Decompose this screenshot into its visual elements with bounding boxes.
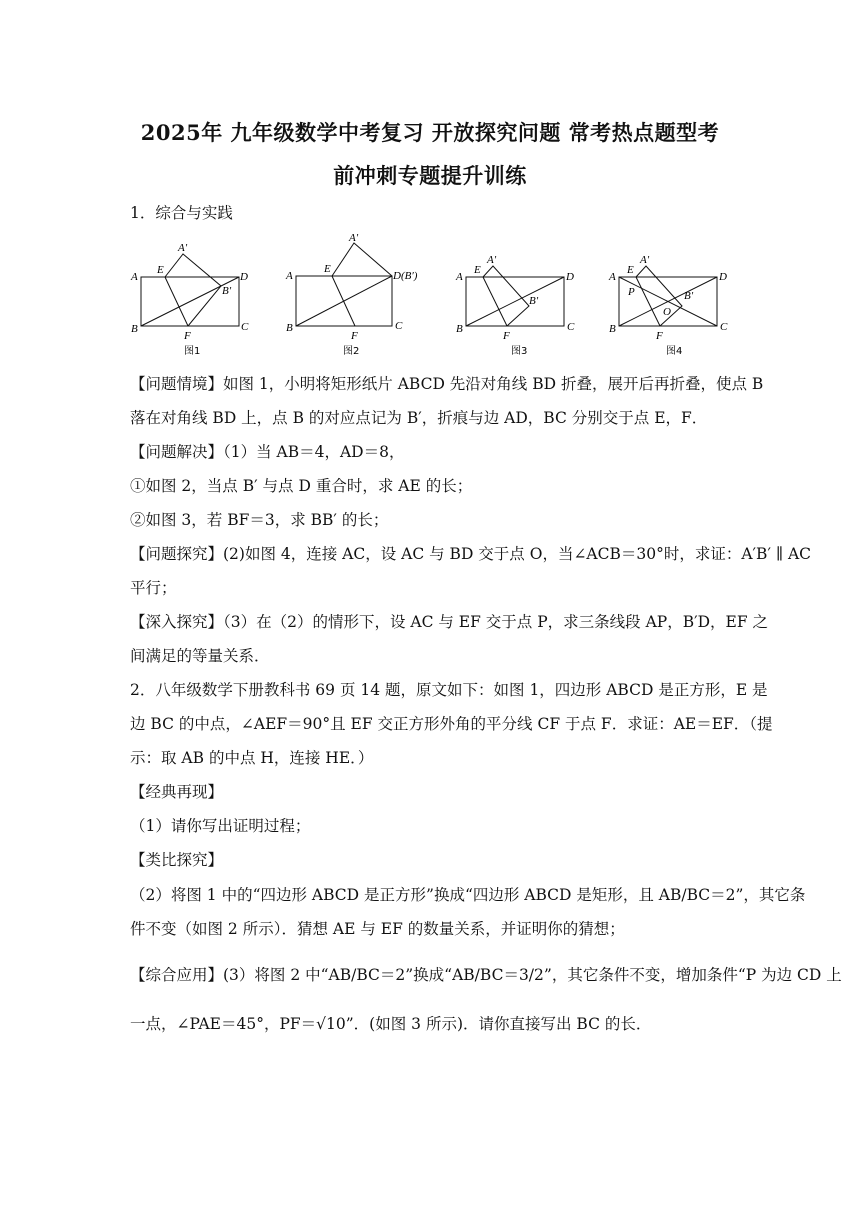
fig1-label-a: A bbox=[131, 271, 138, 283]
q1-situation-line1: 【问题情境】如图 1，小明将矩形纸片 ABCD 先沿对角线 BD 折叠，展开后再折叠，使点 B bbox=[130, 375, 764, 393]
q1-solve-intro: 【问题解决】（1）当 AB＝4，AD＝8， bbox=[130, 443, 405, 461]
q2-sub3-line1: 【综合应用】(3）将图 2 中“AB/BC＝2”换成“AB/BC＝3/2”，其它条件不变，增加条件“P 为边 CD 上 bbox=[130, 966, 842, 984]
fig3-label-a-prime: A′ bbox=[487, 254, 497, 266]
q2-sub2-line1: （2）将图 1 中的“四边形 ABCD 是正方形”换成“四边形 ABCD 是矩形，且 AB/BC＝2”，其它条 bbox=[130, 886, 806, 904]
fig4-label-b-prime: B′ bbox=[684, 290, 694, 302]
fig2-label-a-prime: A′ bbox=[349, 232, 359, 244]
q2-intro-line1: 2．八年级数学下册教科书 69 页 14 题，原文如下：如图 1，四边形 ABCD 是正方形，E 是 bbox=[130, 681, 768, 699]
q1-deep-line1: 【深入探究】（3）在（2）的情形下，设 AC 与 EF 交于点 P，求三条线段 AP，B′D，EF 之 bbox=[130, 613, 769, 631]
q1-explore-line2: 平行； bbox=[130, 579, 177, 597]
q2-sub3-line2: 一点，∠PAE＝45°，PF＝√10”．(如图 3 所示)．请你直接写出 BC 的长． bbox=[130, 1015, 652, 1033]
fig4-label-o: O bbox=[663, 306, 671, 318]
fig3-label-c: C bbox=[567, 321, 575, 333]
q2-sub1: （1）请你写出证明过程； bbox=[130, 817, 311, 835]
page-title: 2025年 九年级数学中考复习 开放探究问题 常考热点题型考 bbox=[140, 120, 720, 145]
fig3-label-a: A bbox=[456, 271, 463, 283]
fig2-caption: 图2 bbox=[343, 346, 360, 357]
fig1-label-f: F bbox=[184, 330, 191, 342]
fig3-label-f: F bbox=[503, 330, 510, 342]
fig3-label-b-prime: B′ bbox=[529, 295, 539, 307]
fig4-caption: 图4 bbox=[666, 346, 683, 357]
fig2-label-f: F bbox=[351, 330, 358, 342]
fig1-label-e: E bbox=[157, 264, 164, 276]
fig1-label-b-prime: B′ bbox=[222, 285, 232, 297]
fig1-label-b: B bbox=[131, 323, 138, 335]
fig2-label-a: A bbox=[286, 270, 293, 282]
q2-sub2-line2: 件不变（如图 2 所示）．猜想 AE 与 EF 的数量关系，并证明你的猜想； bbox=[130, 920, 625, 938]
fig4-label-f: F bbox=[656, 330, 663, 342]
q2-heading-classic: 【经典再现】 bbox=[130, 783, 224, 801]
fig3-label-b: B bbox=[456, 323, 463, 335]
fig2-label-d-b-prime: D(B′) bbox=[393, 270, 418, 282]
fig3-caption: 图3 bbox=[511, 346, 528, 357]
fig2-label-e: E bbox=[324, 263, 331, 275]
fig4-label-p: P bbox=[628, 286, 635, 298]
fig4-label-e: E bbox=[627, 264, 634, 276]
fig3-label-d: D bbox=[566, 271, 574, 283]
q2-intro-line2: 边 BC 的中点，∠AEF＝90°且 EF 交正方形外角的平分线 CF 于点 F．求证：AE＝EF．（提 bbox=[130, 715, 773, 733]
figure-1 bbox=[128, 232, 260, 360]
fig4-label-c: C bbox=[720, 321, 728, 333]
q1-solve-part2: ②如图 3，若 BF＝3，求 BB′ 的长； bbox=[130, 511, 389, 529]
fig1-label-c: C bbox=[241, 321, 249, 333]
q1-heading: 1．综合与实践 bbox=[130, 204, 233, 222]
fig1-label-a-prime: A′ bbox=[178, 242, 188, 254]
figure-4 bbox=[606, 232, 736, 360]
fig1-caption: 图1 bbox=[184, 346, 201, 357]
fig4-label-a-prime: A′ bbox=[640, 254, 650, 266]
figure-2 bbox=[283, 232, 423, 360]
fig1-label-d: D bbox=[240, 271, 248, 283]
fig4-label-b: B bbox=[609, 323, 616, 335]
fig4-label-a: A bbox=[609, 271, 616, 283]
fig2-label-c: C bbox=[395, 320, 403, 332]
q1-deep-line2: 间满足的等量关系． bbox=[130, 647, 270, 665]
q2-intro-line3: 示：取 AB 的中点 H，连接 HE．） bbox=[130, 749, 374, 767]
q1-explore-line1: 【问题探究】(2)如图 4，连接 AC，设 AC 与 BD 交于点 O，当∠ACB＝30°时，求证：A′B′ ∥ AC bbox=[130, 545, 812, 563]
fig2-label-b: B bbox=[286, 322, 293, 334]
q1-solve-part1: ①如图 2，当点 B′ 与点 D 重合时，求 AE 的长； bbox=[130, 477, 473, 495]
figure-3 bbox=[453, 232, 583, 360]
q1-situation-line2: 落在对角线 BD 上，点 B 的对应点记为 B′，折痕与边 AD，BC 分别交于点 E，F． bbox=[130, 409, 708, 427]
q2-heading-analogy: 【类比探究】 bbox=[130, 851, 224, 869]
page-title-line2: 前冲刺专题提升训练 bbox=[333, 163, 527, 188]
fig3-label-e: E bbox=[474, 264, 481, 276]
fig4-label-d: D bbox=[719, 271, 727, 283]
